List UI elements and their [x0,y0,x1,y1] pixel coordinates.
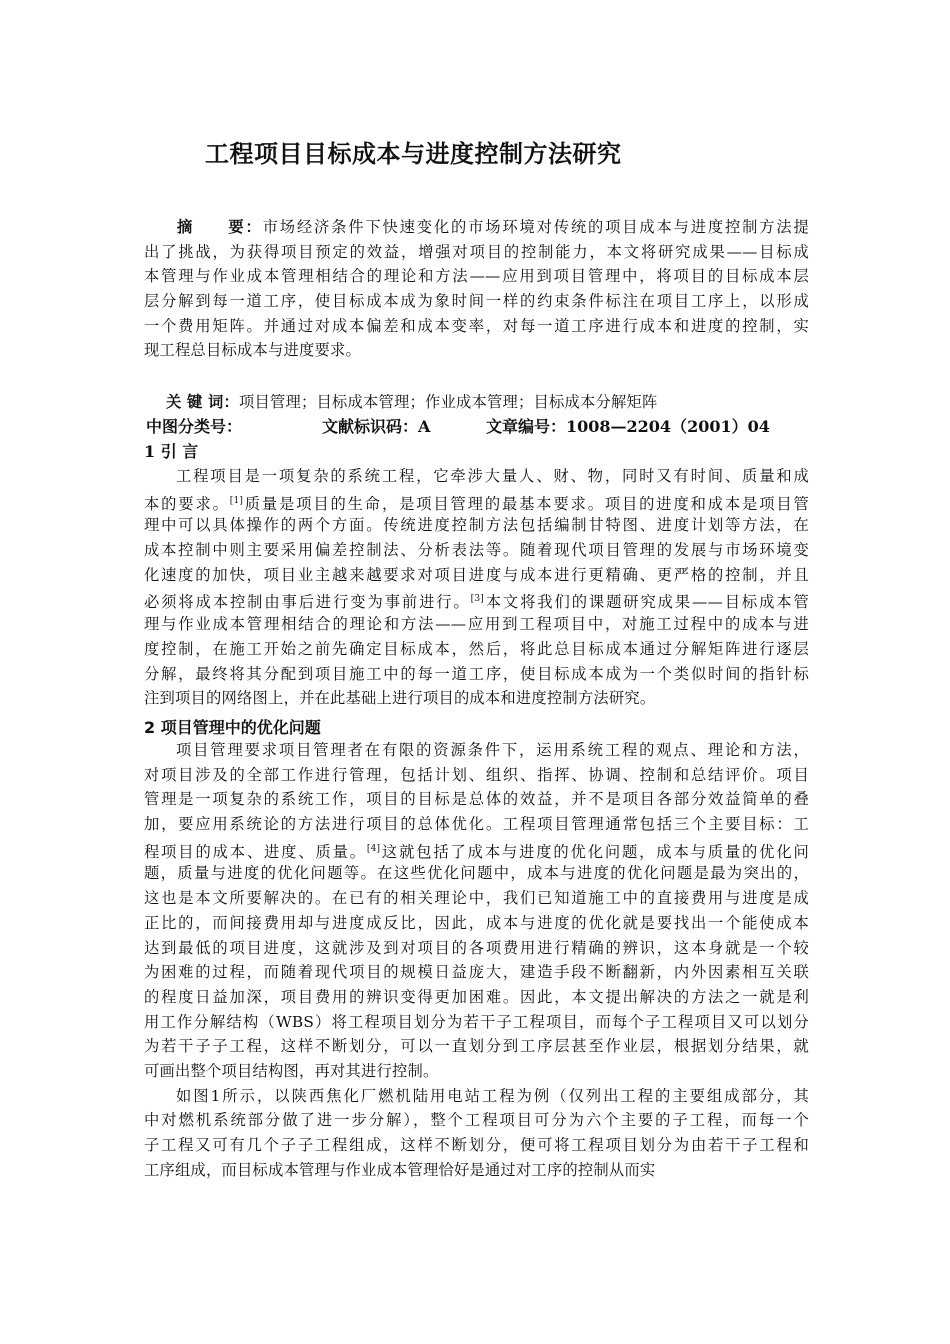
text-run: 程项目的成本、进度、质量。 [144,842,367,861]
body-line [144,686,809,711]
article-number: 文章编号：1008—2204（2001）04 [486,417,770,436]
abstract [144,215,809,363]
document-code: 文献标识码：A [322,417,431,436]
text-run: 为若干子子工程，这样不断划分，可以一直划分到工序层甚至作业层，根据划分结果，就 [144,1037,809,1056]
section-1-heading: 1 引 言 [144,442,199,461]
abstract-line: 层分解到每一道工序，使目标成本成为象时间一样的约束条件标注在项目工序上，以形成 [144,292,809,311]
text-run: 为困难的过程，而随着现代项目的规模日益庞大，建造手段不断翻新，内外因素相互关联 [144,963,809,982]
text-run: 工序组成，而目标成本管理与作业成本管理恰好是通过对工序的控制从而实 [144,1160,656,1179]
body-line [144,936,809,961]
section-2-heading: 2 项目管理中的优化问题 [144,718,321,737]
text-run: 用工作分解结构（WBS）将工程项目划分为若干子工程项目，而每个子工程项目又可以划分 [144,1012,809,1031]
abstract-line: 一个费用矩阵。并通过对成本偏差和成本变率，对每一道工序进行成本和进度的控制，实 [144,316,809,335]
body-line [144,464,809,489]
body-line [144,612,809,637]
text-run: 本文将我们的课题研究成果——目标成本管 [484,593,809,612]
text-run: 可画出整个项目结构图，再对其进行控制。 [144,1061,439,1080]
body-line [144,637,809,662]
body-line [144,1108,809,1133]
text-run: 度控制，在施工开始之前先确定目标成本，然后，将此总目标成本通过分解矩阵进行逐层 [144,639,809,658]
body-line [144,662,809,687]
body-line [144,861,809,886]
text-run: 题，质量与进度的优化问题等。在这些优化问题中，成本与进度的优化问题是最为突出的， [144,864,809,883]
body-line [144,911,809,936]
body-line [144,1084,809,1109]
abstract-line: 现工程总目标成本与进度要求。 [144,341,361,360]
section-1-body [144,464,809,711]
body-line [144,763,809,788]
text-run: 正比的，而间接费用却与进度成反比，因此，成本与进度的优化就是要找出一个能使成本 [144,913,809,932]
body-line [144,886,809,911]
keywords-label: 关 键 词： [166,393,240,411]
keywords-text: 项目管理；目标成本管理；作业成本管理；目标成本分解矩阵 [239,393,658,411]
body-line [144,587,809,612]
text-run: 质量是项目的生命，是项目管理的最基本要求。项目的进度和成本是项目管 [243,494,809,513]
text-run: 注到项目的网络图上，并在此基础上进行项目的成本和进度控制方法研究。 [144,689,656,708]
body-line [144,563,809,588]
citation-3: [3] [470,594,485,605]
clc-label: 中图分类号： [146,417,243,436]
text-run: 达到最低的项目进度，这就涉及到对项目的各项费用进行精确的辨识，这本身就是一个较 [144,938,809,957]
body-line [144,1158,809,1183]
text-run: 如图1所示，以陕西焦化厂燃机陆用电站工程为例（仅列出工程的主要组成部分，其 [176,1086,809,1105]
classification-line [146,414,770,437]
abstract-label: 摘 要： [177,218,263,236]
body-line [144,1133,809,1158]
text-run: 加，要应用系统论的方法进行项目的总体优化。工程项目管理通常包括三个主要目标：工 [144,815,809,834]
body-line [144,837,809,862]
text-run: 这也是本文所要解决的。在已有的相关理论中，我们已知道施工中的直接费用与进度是成 [144,889,809,908]
body-line [144,489,809,514]
text-run: 对项目涉及的全部工作进行管理，包括计划、组织、指挥、协调、控制和总结评价。项目 [144,765,809,784]
abstract-text: 市场经济条件下快速变化的市场环境对传统的项目成本与进度控制方法提 [262,218,809,236]
abstract-line: 本管理与作业成本管理相结合的理论和方法——应用到项目管理中，将项目的目标成本层 [144,267,809,286]
paper-title: 工程项目目标成本与进度控制方法研究 [205,140,622,168]
citation-1: [1] [229,495,244,506]
text-run: 子工程又可有几个子子工程组成，这样不断划分，便可将工程项目划分为由若干子工程和 [144,1136,809,1154]
body-line [144,513,809,538]
body-line [144,538,809,563]
body-line [144,960,809,985]
abstract-line: 出了挑战，为获得项目预定的效益，增强对项目的控制能力，本文将研究成果——目标成 [144,242,809,261]
keywords-line [166,390,831,415]
section-2-body [144,738,809,1182]
text-run: 理与作业成本管理相结合的理论和方法——应用到工程项目中，对施工过程中的成本与进 [144,615,809,634]
text-run: 化速度的加快，项目业主越来越要求对项目进度与成本进行更精确、更严格的控制，并且 [144,565,809,584]
body-line [144,1034,809,1059]
text-run: 这就包括了成本与进度的优化问题，成本与质量的优化问 [380,842,809,861]
body-line [144,812,809,837]
abstract-line-1 [144,215,809,240]
text-run: 成本控制中则主要采用偏差控制法、分析表法等。随着现代项目管理的发展与市场环境变 [144,541,809,560]
text-run: 分解，最终将其分配到项目施工中的每一道工序，使目标成本成为一个类似时间的指针标 [144,664,809,683]
text-run: 本的要求。 [144,494,230,513]
text-run: 管理是一项复杂的系统工作，项目的目标是总体的效益，并不是项目各部分效益简单的叠 [144,790,809,809]
text-run: 工程项目是一项复杂的系统工程，它牵涉大量人、财、物，同时又有时间、质量和成 [176,467,809,485]
text-run: 项目管理要求项目管理者在有限的资源条件下，运用系统工程的观点、理论和方法， [176,741,809,759]
text-run: 必须将成本控制由事后进行变为事前进行。 [144,593,471,612]
text-run: 的程度日益加深，项目费用的辨识变得更加困难。因此，本文提出解决的方法之一就是利 [144,987,809,1006]
body-line [144,738,809,763]
body-line [144,1010,809,1035]
text-run: 中对燃机系统部分做了进一步分解），整个工程项目可分为六个主要的子工程，而每一个 [144,1111,809,1130]
text-run: 理中可以具体操作的两个方面。传统进度控制方法包括编制甘特图、进度计划等方法，在 [144,516,809,535]
body-line [144,1059,809,1084]
body-line [144,787,809,812]
citation-4: [4] [366,843,381,854]
keywords [166,390,831,415]
body-line [144,985,809,1010]
